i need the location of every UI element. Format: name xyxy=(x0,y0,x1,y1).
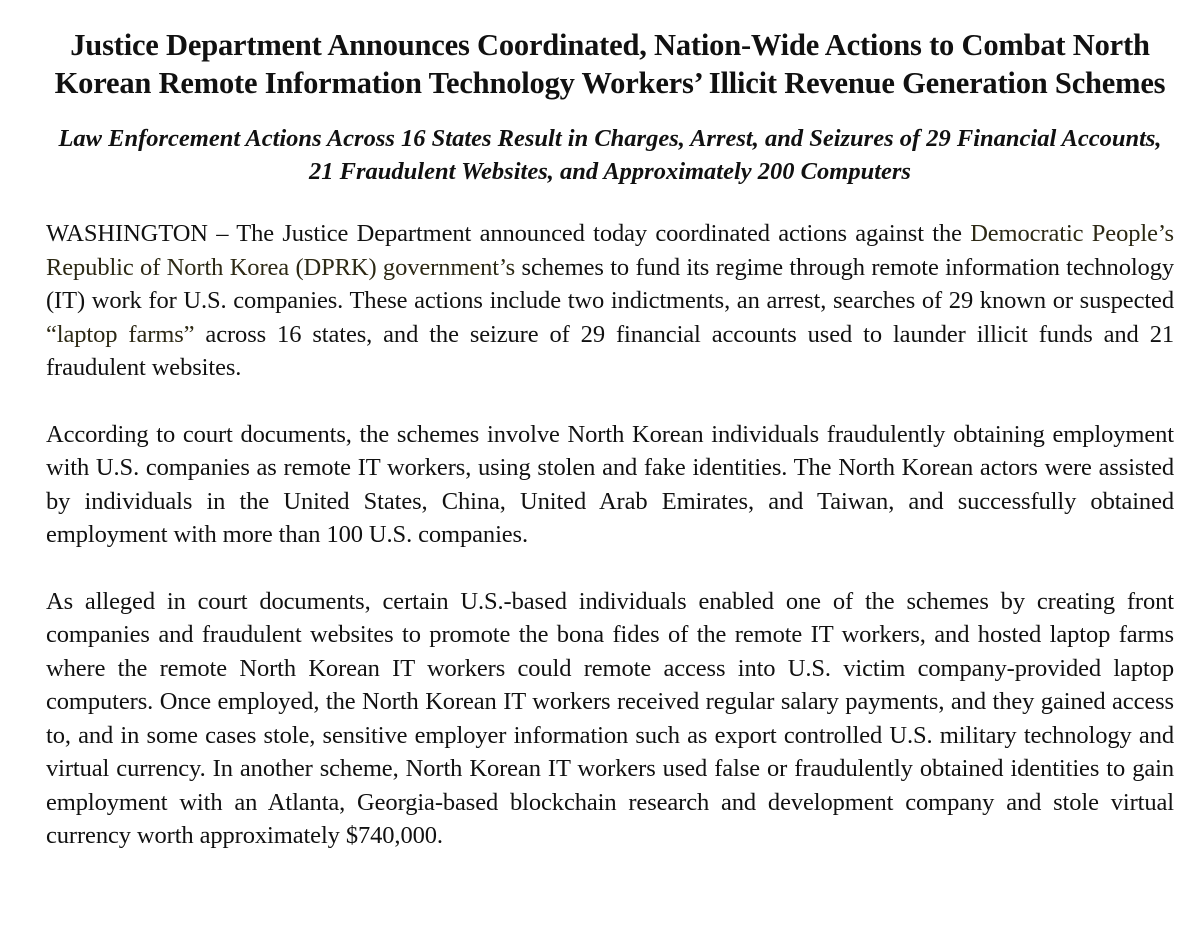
paragraph-1-text-b: schemes to fund its regime through remote information technology (IT) work for U.S. companies. These actions include two indictments, an arrest, searches of 29 known or suspected xyxy=(46,253,1175,314)
paragraph-3: As alleged in court documents, certain U.S.-based individuals enabled one of the schemes by creating front companies and fraudulent websites to promote the bona fides of the remote IT workers, and hosted laptop farms where the remote North Korean IT workers could remote access into U.S. victim company-provided laptop computers. Once employed, the North Korean IT workers received regular salary payments, and they gained access to, and in some cases stole, sensitive employer information such as export controlled U.S. military technology and virtual currency. In another scheme, North Korean IT workers used false or fraudulently obtained identities to gain employment with an Atlanta, Georgia-based blockchain research and development company and stole virtual currency worth approximately $740,000. xyxy=(46,587,1174,849)
paragraph-1 xyxy=(46,217,1174,385)
page-subtitle: Law Enforcement Actions Across 16 States Result in Charges, Arrest, and Seizures of 29 Financial Accounts, 21 Fraudulent Websites, and Approximately 200 Computers xyxy=(58,125,1162,185)
paragraph-1-text-c: across 16 states, and the seizure of 29 financial accounts used to launder illicit funds and 21 fraudulent websites. xyxy=(46,320,1174,381)
page-title: Justice Department Announces Coordinated, Nation-Wide Actions to Combat North Korean Remote Information Technology Workers’ Illicit Revenue Generation Schemes xyxy=(54,28,1166,100)
press-release xyxy=(46,26,1174,853)
paragraph-1-text-a: WASHINGTON – The Justice Department announced today coordinated actions against the xyxy=(46,220,971,247)
dprk-government-link[interactable]: Democratic People’s Republic of North Korea (DPRK) government’s xyxy=(46,220,1174,281)
paragraph-2: According to court documents, the schemes involve North Korean individuals fraudulently obtaining employment with U.S. companies as remote IT workers, using stolen and fake identities. The North Korean actors were assisted by individuals in the United States, China, United Arab Emirates, and Taiwan, and successfully obtained employment with more than 100 U.S. companies. xyxy=(46,420,1174,548)
laptop-farms-link[interactable]: “laptop farms” xyxy=(46,320,195,348)
